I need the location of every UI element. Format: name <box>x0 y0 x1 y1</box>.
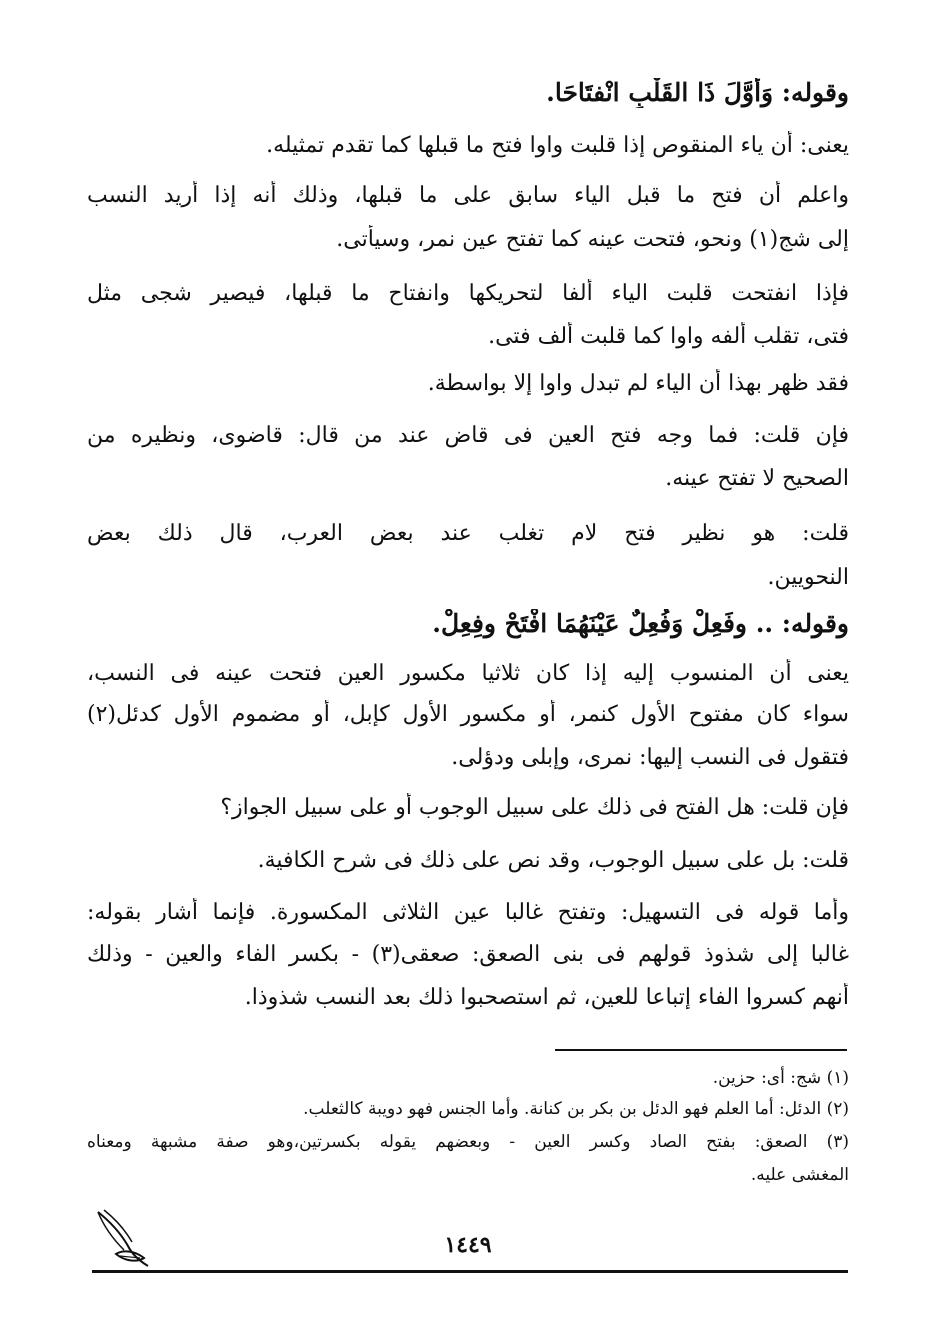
bottom-rule <box>92 1270 848 1273</box>
verse-line-1: وقوله: وَأوَّلَ ذَا القَلْبِ انْفتَاحَا. <box>546 78 849 107</box>
body-line: يعنى: أن ياء المنقوص إذا قلبت واوا فتح ما قبلها كما تقدم تمثيله. <box>266 133 849 158</box>
verse-line-2: وقوله: .. وفَعِلْ وَفُعِلٌ عَيْنَهُمَا افْتَحْ وفِعِلْ. <box>432 609 849 638</box>
footnote: (٢) الدئل: أما العلم فهو الدئل بن بكر بن كنانة. وأما الجنس فهو دويبة كالثعلب. <box>303 1099 849 1119</box>
body-line: قلت: هو نظير فتح لام تغلب عند بعض العرب، قال ذلك بعض <box>87 521 849 546</box>
body-line: يعنى أن المنسوب إليه إذا كان ثلاثيا مكسور العين فتحت عينه فى النسب، <box>87 661 849 686</box>
quill-icon <box>94 1206 152 1268</box>
body-line: إلى شج(١) ونحو، فتحت عينه كما تفتح عين نمر، وسيأتى. <box>336 227 849 252</box>
body-line: سواء كان مفتوح الأول كنمر، أو مكسور الأول كإبل، أو مضموم الأول كدئل(٢) <box>87 702 849 727</box>
page-number: ١٤٤٩ <box>444 1232 492 1258</box>
body-line: النحويين. <box>767 565 849 590</box>
body-line: واعلم أن فتح ما قبل الياء سابق على ما قبلها، وذلك أنه إذا أريد النسب <box>87 183 849 208</box>
body-line: فقد ظهر بهذا أن الياء لم تبدل واوا إلا بواسطة. <box>427 371 849 396</box>
footnote: (١) شج: أى: حزين. <box>712 1068 849 1088</box>
footnote: (٣) الصعق: بفتح الصاد وكسر العين - وبعضهم يقوله بكسرتين،وهو صفة مشبهة ومعناه <box>87 1132 849 1152</box>
footnote: المغشى عليه. <box>750 1165 849 1185</box>
body-line: فتى، تقلب ألفه واوا كما قلبت ألف فتى. <box>488 324 849 349</box>
footnote-separator <box>555 1049 847 1051</box>
body-line: فإن قلت: فما وجه فتح العين فى قاض عند من قال: قاضوى، ونظيره من <box>87 423 849 448</box>
body-line: قلت: بل على سبيل الوجوب، وقد نص على ذلك فى شرح الكافية. <box>257 848 849 873</box>
body-line: فإذا انفتحت قلبت الياء ألفا لتحريكها وانفتاح ما قبلها، فيصير شجى مثل <box>87 281 849 306</box>
body-line: غالبا إلى شذوذ قولهم فى بنى الصعق: صعقى(٣) - بكسر الفاء والعين - وذلك <box>87 942 849 967</box>
body-line: وأما قوله فى التسهيل: وتفتح غالبا عين الثلاثى المكسورة. فإنما أشار بقوله: <box>87 900 849 925</box>
body-line: الصحيح لا تفتح عينه. <box>665 466 849 491</box>
body-line: فإن قلت: هل الفتح فى ذلك على سبيل الوجوب أو على سبيل الجواز؟ <box>220 795 849 820</box>
body-line: فتقول فى النسب إليها: نمرى، وإبلى ودؤلى. <box>451 745 849 770</box>
body-line: أنهم كسروا الفاء إتباعا للعين، ثم استصحبوا ذلك بعد النسب شذوذا. <box>244 985 849 1010</box>
